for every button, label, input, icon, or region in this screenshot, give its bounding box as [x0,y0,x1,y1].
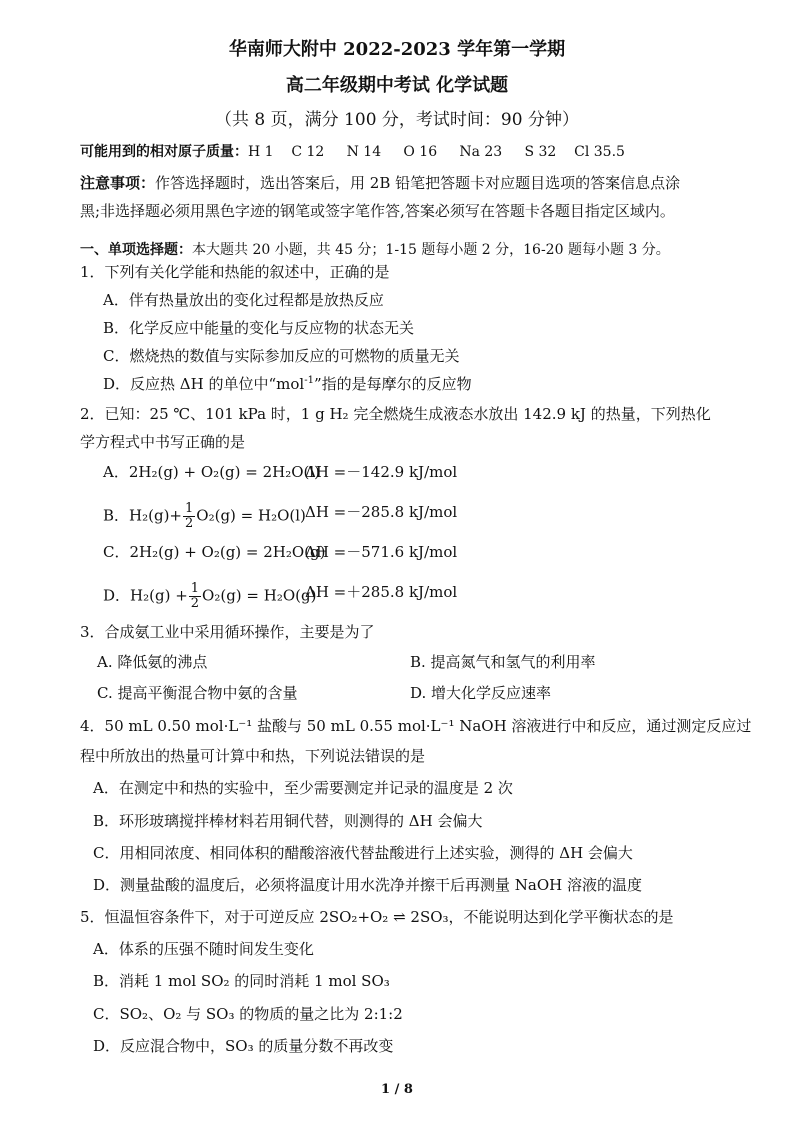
exam-info: （共 8 页，满分 100 分，考试时间：90 分钟） [215,110,579,130]
section-text: 本大题共 20 小题，共 45 分；1-15 题每小题 2 分，16-20 题每小题 3 分。 [192,242,670,258]
q3-option-d: D. 增大化学反应速率 [410,684,552,702]
notes-line-2: 黑;非选择题必须用黑色字迹的钢笔或签字笔作答,答案必须写在答题卡各题目指定区域内。 [80,202,675,220]
q2-stem-1: 2．已知：25 ℃、101 kPa 时，1 g H₂ 完全燃烧生成液态水放出 142.9 kJ 的热量，下列热化 [80,405,711,423]
q1-option-c: C．燃烧热的数值与实际参加反应的可燃物的质量无关 [103,347,460,365]
notes-line-1 [80,173,680,193]
page-number: 1 / 8 [381,1082,413,1097]
atomic-mass-label: 可能用到的相对原子质量： [80,144,248,160]
q4-option-d: D．测量盐酸的温度后，必须将温度计用水洗净并擦干后再测量 NaOH 溶液的温度 [93,876,643,894]
atomic-mass-line [80,142,625,162]
q1-option-d-sup: -1 [304,375,314,386]
q5-option-b: B．消耗 1 mol SO₂ 的同时消耗 1 mol SO₃ [93,972,390,990]
section-label: 一、单项选择题： [80,242,192,258]
q2-option-d-fraction [189,582,201,611]
q3-option-a: A. 降低氨的沸点 [97,653,208,671]
q1-option-b: B．化学反应中能量的变化与反应物的状态无关 [103,319,415,337]
q4-option-c: C．用相同浓度、相同体积的醋酸溶液代替盐酸进行上述实验，测得的 ΔH 会偏大 [93,844,633,862]
exam-title: 华南师大附中 2022-2023 学年第一学期 [228,39,566,60]
q3-option-b: B. 提高氮气和氢气的利用率 [410,653,596,671]
fraction-numerator: 1 [185,501,194,516]
q2-option-d-pre: D．H₂(g) + [103,586,188,605]
q2-option-d-post: O₂(g) = H₂O(g) [202,586,317,605]
section-heading [80,240,670,260]
q2-option-c-equation: C．2H₂(g) + O₂(g) = 2H₂O(g) [103,543,326,561]
q4-option-b: B．环形玻璃搅拌棒材料若用铜代替，则测得的 ΔH 会偏大 [93,812,483,830]
q2-stem-2: 学方程式中书写正确的是 [80,433,246,451]
q5-option-a: A．体系的压强不随时间发生变化 [93,940,314,958]
q2-option-c-enthalpy: ΔH =－571.6 kJ/mol [305,543,458,561]
q1-option-d [103,374,472,394]
q2-option-b-fraction [183,502,195,531]
fraction-denominator: 2 [190,596,200,611]
q5-stem: 5．恒温恒容条件下，对于可逆反应 2SO₂+O₂ ⇌ 2SO₃，不能说明达到化学平衡状态的是 [80,908,674,926]
q4-option-a: A．在测定中和热的实验中，至少需要测定并记录的温度是 2 次 [93,779,513,797]
fraction-numerator: 1 [190,581,200,596]
atomic-mass-values: H 1 C 12 N 14 O 16 Na 23 S 32 Cl 35.5 [248,144,625,160]
fraction-denominator: 2 [185,516,194,531]
q1-option-d-post: ”指的是每摩尔的反应物 [313,375,472,393]
q4-stem-1: 4．50 mL 0.50 mol·L⁻¹ 盐酸与 50 mL 0.55 mol·L⁻¹ NaOH 溶液进行中和反应，通过测定反应过 [80,717,752,735]
q5-option-c: C．SO₂、O₂ 与 SO₃ 的物质的量之比为 2:1:2 [93,1005,403,1023]
q3-option-c: C. 提高平衡混合物中氨的含量 [97,684,298,702]
q2-option-a-equation: A．2H₂(g) + O₂(g) = 2H₂O(l) [103,463,321,481]
q2-option-b-post: O₂(g) = H₂O(l) [196,506,306,525]
q2-option-a-enthalpy: ΔH =－142.9 kJ/mol [305,463,458,481]
q2-option-b-equation [103,502,306,531]
q2-option-d-equation [103,582,316,611]
q1-option-a: A．伴有热量放出的变化过程都是放热反应 [103,291,384,309]
q2-option-b-pre: B．H₂(g)+ [103,506,182,525]
q4-stem-2: 程中所放出的热量可计算中和热，下列说法错误的是 [80,747,426,765]
notes-text-1: 作答选择题时，选出答案后，用 2B 铅笔把答题卡对应题目选项的答案信息点涂 [155,174,681,192]
q1-option-d-pre: D．反应热 ΔH 的单位中“mol [103,375,305,393]
q5-option-d: D．反应混合物中，SO₃ 的质量分数不再改变 [93,1037,394,1055]
notes-label: 注意事项： [80,174,156,192]
q2-option-b-enthalpy: ΔH =－285.8 kJ/mol [305,503,458,521]
exam-subtitle: 高二年级期中考试 化学试题 [285,75,509,96]
q3-stem: 3．合成氨工业中采用循环操作，主要是为了 [80,623,375,641]
q2-option-d-enthalpy: ΔH =＋285.8 kJ/mol [305,583,458,601]
q1-stem: 1．下列有关化学能和热能的叙述中，正确的是 [80,263,390,281]
